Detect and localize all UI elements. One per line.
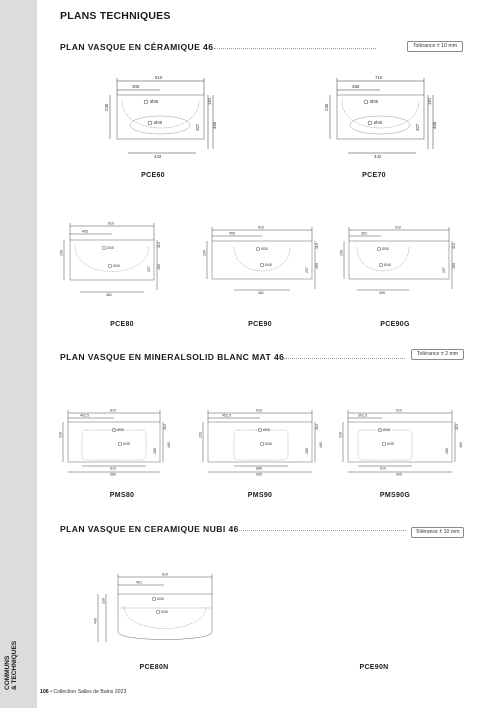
drawing-pce60	[100, 73, 216, 165]
dim-height: 230	[58, 432, 63, 438]
dim-h3: 460	[315, 263, 319, 269]
footer	[40, 689, 126, 695]
dim-hole: Ø35	[117, 428, 124, 432]
dim-offset: 452,5	[222, 413, 231, 418]
dim-hole: Ø35	[382, 247, 389, 251]
dim-hole: Ø35	[107, 246, 114, 250]
dim-h1: 110	[157, 242, 161, 248]
dim-height: 230	[59, 250, 64, 256]
dim-hole: Ø35	[157, 597, 164, 601]
dim-drain: Ø45	[161, 610, 168, 614]
dim-width: 910	[396, 408, 402, 413]
dim-offset: 303	[361, 231, 367, 236]
drawing-pms90	[200, 408, 324, 480]
dim-offset: 305	[132, 84, 140, 89]
dim-width: 910	[258, 225, 264, 230]
model-label-pce60: PCE60	[141, 172, 165, 179]
dim-bowl: 510	[380, 466, 386, 471]
dim-bowl: 406	[379, 291, 385, 295]
dim-offset: 405	[82, 229, 88, 234]
dim-h3: 460	[459, 442, 463, 448]
drawing-pce80	[60, 220, 160, 300]
side-section-label	[4, 641, 18, 690]
drawing-pce80n	[88, 572, 224, 652]
model-label-pms90: PMS90	[247, 492, 273, 499]
dim-drain: Ø45	[265, 442, 272, 446]
model-label-pms90g: PMS90G	[379, 492, 411, 499]
dim-h3: 460	[319, 442, 323, 448]
section-divider	[283, 358, 405, 359]
dim-height: 230	[202, 250, 207, 256]
dim-h1: 110	[207, 98, 212, 105]
dim-width: 810	[162, 572, 168, 577]
dim-height: 230	[198, 432, 203, 438]
dim-offset: 455	[229, 231, 235, 236]
dim-bowl: 481	[258, 291, 264, 295]
drawing-pce70	[320, 73, 436, 165]
dim-h2: 207	[147, 266, 151, 272]
dim-width: 910	[256, 408, 262, 413]
dim-offset: 401	[136, 580, 142, 585]
dim-h2: 207	[305, 267, 309, 273]
section-title-mineralsolid: PLAN VASQUE EN MINERALSOLID BLANC MAT 46	[60, 352, 285, 362]
tolerance-badge: Tolérance ± 10 mm	[407, 41, 463, 52]
dim-height: 230	[339, 250, 344, 256]
dim-h3: 460	[157, 264, 161, 270]
dim-width: 810	[108, 221, 114, 226]
dim-offset: 402,5	[80, 413, 89, 418]
dim-offset: 355	[352, 84, 360, 89]
side-label-line-2: & TECHNIQUES	[11, 640, 18, 690]
model-label-pce90n: PCE90N	[359, 664, 389, 671]
dim-height: 230	[324, 103, 329, 111]
dim-hole: Ø35	[383, 428, 390, 432]
drawing-pce90	[204, 225, 320, 297]
dim-h2: 207	[195, 123, 200, 131]
drawing-pms80	[60, 408, 172, 480]
dim-drain: Ø45	[387, 442, 394, 446]
model-label-pce80: PCE80	[110, 321, 134, 328]
side-band	[0, 0, 37, 708]
dim-outer: 660	[110, 472, 116, 477]
drawing-pms90g	[340, 408, 464, 480]
dim-bowl: 610	[110, 466, 116, 471]
drawing-pce90g	[341, 225, 465, 297]
dim-drain: Ø45	[374, 120, 383, 125]
dim-drain: Ø45	[123, 442, 130, 446]
dim-drain: Ø45	[154, 120, 163, 125]
dim-width: 810	[110, 408, 116, 413]
dim-h1: 110	[427, 98, 432, 105]
dim-drain: Ø45	[265, 263, 272, 267]
page-title: PLANS TECHNIQUES	[60, 10, 171, 22]
tolerance-badge: Tolérance ± 2 mm	[411, 349, 464, 360]
page-number: 106	[40, 689, 49, 695]
model-label-pce80n: PCE80N	[139, 664, 169, 671]
dim-drain: Ø45	[113, 264, 120, 268]
dim-width: 910	[395, 225, 401, 230]
model-label-pce90: PCE90	[248, 321, 272, 328]
model-label-pms80: PMS80	[109, 492, 135, 499]
dim-offset: 302,5	[358, 413, 367, 418]
model-label-pce90g: PCE90G	[380, 321, 410, 328]
dim-bowl: 442	[154, 154, 162, 159]
dim-h1: 110	[315, 424, 319, 430]
tolerance-badge: Tolérance ± 10 mm	[411, 527, 464, 538]
dim-h2: 280	[305, 448, 309, 454]
dim-width: 610	[155, 75, 163, 80]
dim-hole: Ø35	[263, 428, 270, 432]
model-label-pce70: PCE70	[362, 172, 386, 179]
dim-h2: 207	[415, 123, 420, 131]
side-label-line-1: COMMUNS	[4, 655, 11, 690]
section-divider	[235, 530, 406, 531]
dim-outer: 905	[396, 472, 402, 477]
dim-h3: 460	[452, 263, 456, 269]
dim-h3: 460	[93, 618, 98, 624]
dim-h2: 280	[153, 448, 157, 454]
dim-height: 230	[101, 598, 106, 604]
dim-outer: 905	[256, 472, 262, 477]
dim-h2: 207	[442, 267, 446, 273]
section-title-nubi: PLAN VASQUE EN CERAMIQUE NUBI 46	[60, 524, 239, 534]
dim-hole: Ø35	[261, 247, 268, 251]
footer-text: • Collection Salles de Bains 2023	[50, 689, 127, 695]
dim-h1: 110	[455, 424, 459, 430]
dim-height: 230	[104, 103, 109, 111]
dim-drain: Ø45	[384, 263, 391, 267]
dim-hole: Ø35	[150, 99, 159, 104]
dim-h3: 460	[432, 121, 437, 129]
section-divider	[214, 48, 376, 49]
dim-bowl: 481	[106, 293, 112, 297]
dim-height: 230	[338, 432, 343, 438]
dim-bowl: 442	[374, 154, 382, 159]
dim-bowl: 886	[256, 466, 262, 471]
dim-h3: 460	[212, 121, 217, 129]
dim-width: 710	[375, 75, 383, 80]
dim-hole: Ø35	[370, 99, 379, 104]
dim-h1: 110	[315, 243, 319, 249]
section-title-ceramique: PLAN VASQUE EN CÉRAMIQUE 46	[60, 42, 214, 52]
dim-h1: 110	[163, 424, 167, 430]
dim-h2: 280	[445, 448, 449, 454]
dim-h1: 110	[452, 243, 456, 249]
dim-h3: 460	[167, 442, 171, 448]
